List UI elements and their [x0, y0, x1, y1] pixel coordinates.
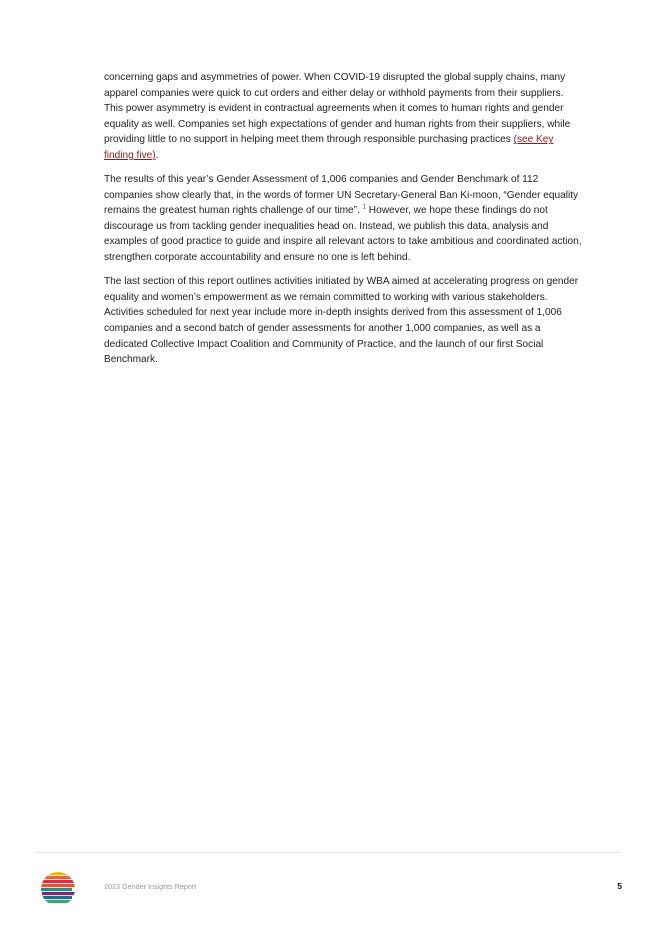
page-number: 5: [617, 881, 622, 891]
page-body: [104, 70, 582, 376]
paragraph-2: [104, 172, 582, 266]
paragraph-1-end: .: [155, 149, 159, 161]
paragraph-2-text: The results of this year’s Gender Assessment of 1,006 companies and Gender Benchmark of 112 companies show clearly that, in the words of former UN Secretary-General Ban Ki-moon, “Gender equality remains the greatest human rights challenge of our time”.: [104, 174, 579, 217]
key-finding-five-link[interactable]: (see Key finding five): [104, 134, 554, 161]
paragraph-1: [104, 70, 582, 164]
wba-logo-icon: [38, 869, 78, 909]
footnote-marker[interactable]: 1: [362, 204, 366, 211]
paragraph-1-text: concerning gaps and asymmetries of power. When COVID-19 disrupted the global supply chains, many apparel companies were quick to cut orders and either delay or withhold payments from their suppliers. This power asymmetry is evident in contractual agreements when it comes to human rights and gender equality as well. Companies set high expectations of gender and human rights from their suppliers, while providing little to no support in helping meet them through responsible purchasing practices: [104, 72, 571, 146]
footer-divider: [37, 852, 620, 853]
paragraph-3: The last section of this report outlines activities initiated by WBA aimed at accelerating progress on gender equality and women’s empowerment as we remain committed to working with various stakeholders. Activities scheduled for next year include more in-depth insights derived from this assessment of 1,006 companies and a second batch of gender assessments for another 1,000 companies, as well as a dedicated Collective Impact Coalition and Community of Practice, and the launch of our first Social Benchmark.: [104, 276, 579, 366]
footer-report-title: 2023 Gender Insights Report: [104, 882, 197, 891]
paragraph-2-end: However, we hope these findings do not discourage us from tackling gender inequalities head on. Instead, we publish this data, analysis and examples of good practice to guide and inspire all relevant actors to take ambitious and coordinated action, strengthen corporate accountability and ensure no one is left behind.: [104, 205, 582, 264]
